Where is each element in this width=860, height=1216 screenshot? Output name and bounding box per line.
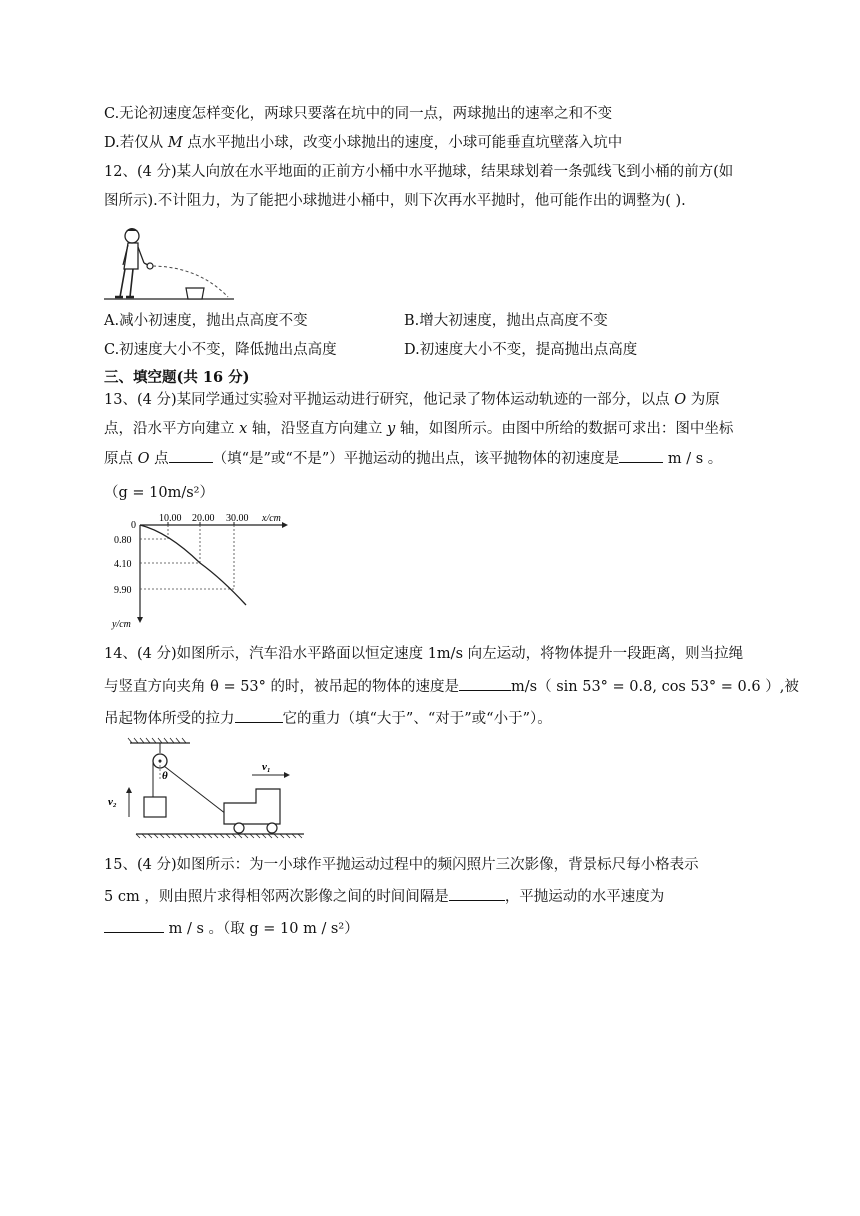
y-axis-label: y/cm	[112, 619, 131, 630]
q13-line3: 原点 O 点 （填“是”或“不是”）平抛运动的抛出点，该平抛物体的初速度是 m / s 。	[104, 448, 722, 469]
q14-blank-2[interactable]	[235, 708, 283, 723]
v2-label: v₂	[108, 796, 117, 808]
q13-line2: 点，沿水平方向建立 x 轴，沿竖直方向建立 y 轴，如图所示。由图中所给的数据可求出：图中坐标	[104, 421, 734, 437]
q15-blank-1[interactable]	[449, 886, 505, 901]
q15-line1: 15、(4 分)如图所示：为一小球作平抛运动过程中的频闪照片三次影像，背景标尺每小格表示	[104, 857, 699, 873]
q14-line1: 14、(4 分)如图所示，汽车沿水平路面以恒定速度 1m/s 向左运动，将物体提升一段距离，则当拉绳	[104, 646, 744, 662]
q15-line3: m / s 。（取 g = 10 m / s²）	[104, 918, 359, 939]
q12-option-b: B.增大初速度，抛出点高度不变	[404, 313, 608, 329]
q11-option-c: C.无论初速度怎样变化，两球只要落在坑中的同一点，两球抛出的速率之和不变	[104, 106, 613, 122]
q12-option-c: C.初速度大小不变，降低抛出点高度	[104, 342, 337, 358]
q12-line2: 图所示).不计阻力，为了能把小球抛进小桶中，则下次再水平抛时，他可能作出的调整为( ).	[104, 193, 686, 209]
q12-option-a: A.减小初速度，抛出点高度不变	[104, 313, 308, 329]
section-title: 三、填空题(共 16 分)	[104, 369, 250, 386]
x-tick-20: 20.00	[192, 513, 215, 524]
x-tick-0: 0	[131, 520, 136, 531]
q13-line1: 13、(4 分)某同学通过实验对平抛运动进行研究，他记录了物体运动轨迹的一部分，以点 O 为原	[104, 392, 720, 408]
q13-blank-2[interactable]	[619, 448, 663, 463]
q13-blank-1[interactable]	[169, 448, 213, 463]
q11-option-d: D.若仅从 M 点水平抛出小球，改变小球抛出的速度，小球可能垂直坑壁落入坑中	[104, 135, 623, 151]
q14-line3: 吊起物体所受的拉力 它的重力（填“大于”、“对于”或“小于”）。	[104, 708, 552, 729]
q15-blank-2[interactable]	[104, 918, 164, 933]
q12-figure	[104, 225, 239, 305]
q12-option-d: D.初速度大小不变，提高抛出点高度	[404, 342, 638, 358]
y-tick-0-80: 0.80	[114, 535, 132, 546]
q14-pulley-figure	[104, 737, 314, 842]
y-tick-4-10: 4.10	[114, 559, 132, 570]
x-tick-10: 10.00	[159, 513, 182, 524]
x-tick-30: 30.00	[226, 513, 249, 524]
y-tick-9-90: 9.90	[114, 585, 132, 596]
q13-trajectory-figure	[110, 515, 295, 630]
x-axis-label: x/cm	[262, 513, 281, 524]
v1-label: v₁	[262, 761, 271, 773]
q15-line2: 5 cm ，则由照片求得相邻两次影像之间的时间间隔是 ，平抛运动的水平速度为	[104, 886, 664, 907]
q14-blank-1[interactable]	[459, 676, 511, 691]
q13-gravity-note: （g = 10m/s²）	[104, 485, 214, 501]
q14-line2: 与竖直方向夹角 θ = 53° 的时，被吊起的物体的速度是 m/s（ sin 53° = 0.8, cos 53° = 0.6 ）,被	[104, 676, 799, 697]
theta-label: θ	[162, 770, 168, 782]
q12-line1: 12、(4 分)某人向放在水平地面的正前方小桶中水平抛球，结果球划着一条弧线飞到小桶的前方(如	[104, 164, 734, 180]
